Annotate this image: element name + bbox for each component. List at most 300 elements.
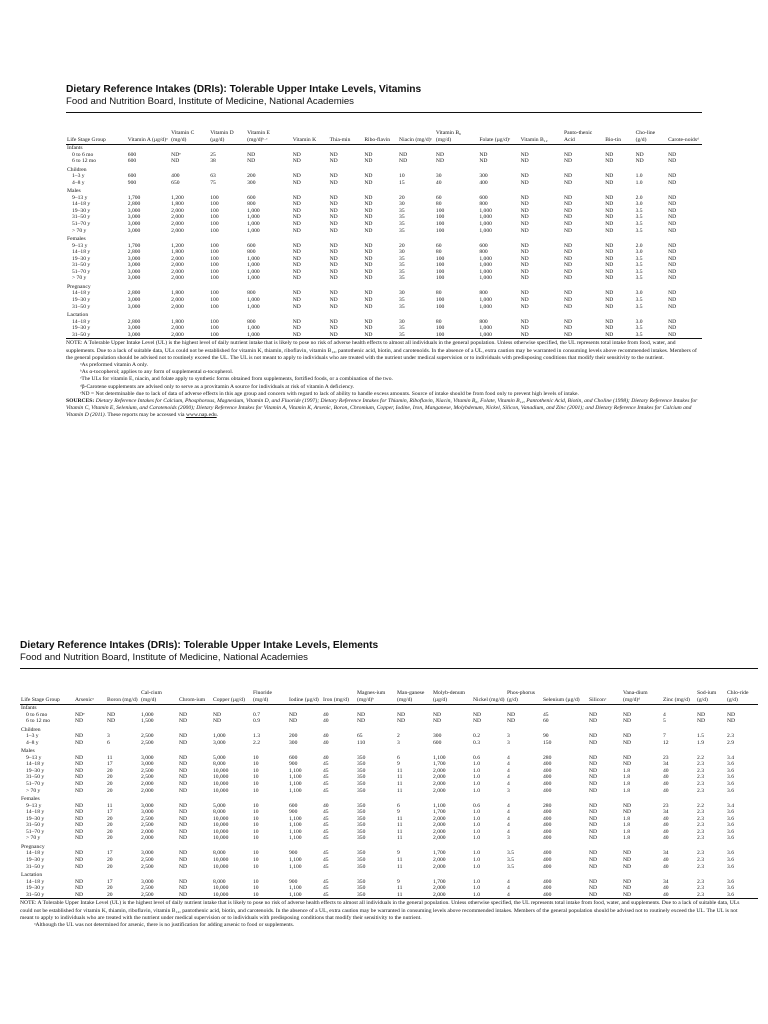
value-cell: 1,100	[289, 787, 302, 794]
value-cell: ND	[623, 891, 632, 898]
value-cell: 3,000	[127, 275, 141, 282]
value-cell: 800	[479, 318, 488, 325]
group-label: Infants	[21, 705, 37, 711]
value-cell: ND	[520, 227, 529, 234]
age-label: 31–50 y	[26, 891, 45, 898]
value-cell: ND	[507, 718, 516, 725]
value-cell: 40	[663, 774, 669, 781]
value-cell: 2.3	[697, 774, 704, 781]
vitamins-column-header: Ribo-flavin	[364, 136, 391, 143]
value-cell: ND	[247, 158, 256, 165]
elements-table-section	[20, 640, 748, 929]
value-cell: 3.0	[635, 318, 643, 325]
age-label: 9–13 y	[72, 194, 88, 201]
value-cell: 0.3	[473, 739, 480, 746]
elements-column-header: Copper (µg/d)	[213, 696, 245, 703]
value-cell: 0.6	[473, 802, 480, 809]
value-cell: 800	[247, 249, 256, 256]
value-cell: ND	[605, 158, 614, 165]
value-cell: 100	[435, 268, 445, 275]
value-cell: ND	[668, 290, 677, 297]
value-cell: 3.5	[635, 325, 643, 332]
value-cell: ND	[520, 214, 529, 221]
value-cell: ND	[520, 249, 529, 256]
value-cell: 2.3	[697, 835, 704, 842]
value-cell: 1,000	[141, 711, 154, 718]
value-cell: ND	[507, 711, 516, 718]
value-cell: 34	[663, 809, 669, 816]
value-cell: 11	[397, 857, 403, 864]
value-cell: 17	[107, 850, 113, 857]
value-cell: 400	[171, 173, 180, 180]
vitamins-column-header: Thia-min	[329, 136, 351, 143]
value-cell: 35	[399, 275, 405, 282]
value-cell: 3.6	[727, 787, 734, 794]
value-cell: 400	[543, 787, 552, 794]
vitamins-column-header: Vitamin B₆ (mg/d)	[435, 130, 461, 143]
value-cell: ND	[329, 318, 338, 325]
value-cell: 34	[663, 761, 669, 768]
value-cell: 38	[210, 158, 216, 165]
value-cell: 10	[253, 863, 259, 870]
value-cell: ND	[520, 331, 529, 338]
value-cell: 34	[663, 878, 669, 885]
value-cell: 100	[435, 331, 445, 338]
value-cell: 2.0	[635, 194, 643, 201]
value-cell: 17	[107, 878, 113, 885]
group-label: Pregnancy	[21, 843, 45, 850]
value-cell: 3	[507, 733, 510, 740]
value-cell: ND	[605, 201, 614, 208]
value-cell: 9	[397, 809, 400, 816]
value-cell: 1,000	[247, 275, 260, 282]
value-cell: ND	[589, 781, 598, 788]
value-cell: 2.3	[697, 857, 704, 864]
vitamins-column-header: Cho-line (g/d)	[635, 130, 656, 143]
value-cell: ND	[563, 158, 573, 165]
value-cell: 100	[210, 201, 219, 208]
vitamins-group-row	[66, 310, 702, 319]
value-cell: 4	[507, 822, 510, 829]
value-cell: 0.9	[253, 718, 260, 725]
value-cell: 2,000	[171, 207, 184, 214]
value-cell: 600	[247, 242, 256, 249]
value-cell: 1.8	[623, 828, 630, 835]
vitamins-column-header: Niacin (mg/d)ᶜ	[399, 136, 432, 143]
value-cell: 3,000	[141, 802, 154, 809]
value-cell: ND	[292, 179, 301, 186]
value-cell: ND	[292, 262, 301, 269]
age-label: > 70 y	[26, 835, 41, 842]
value-cell: 2.2	[253, 739, 260, 746]
value-cell: ND	[292, 194, 301, 201]
value-cell: 1,000	[479, 268, 492, 275]
value-cell: ND	[179, 815, 188, 822]
value-cell: ND	[623, 733, 632, 740]
elements-group-row	[20, 794, 758, 803]
value-cell: 4	[507, 767, 510, 774]
value-cell: ND	[364, 303, 373, 310]
value-cell: ND	[292, 214, 301, 221]
value-cell: 100	[210, 268, 219, 275]
value-cell: 4	[507, 891, 510, 898]
value-cell: 3,000	[127, 227, 141, 234]
value-cell: 10,000	[213, 828, 229, 835]
value-cell: 1,000	[247, 268, 260, 275]
value-cell: 11	[397, 885, 403, 892]
value-cell: 100	[435, 275, 445, 282]
value-cell: 4	[663, 711, 666, 718]
value-cell: ND	[520, 290, 529, 297]
value-cell: 2,500	[141, 885, 154, 892]
value-cell: 1,200	[171, 242, 184, 249]
value-cell: 8,000	[213, 761, 226, 768]
value-cell: ND	[179, 761, 188, 768]
value-cell: 35	[399, 221, 405, 228]
value-cell: ND	[364, 262, 373, 269]
value-cell: ND	[605, 297, 614, 304]
vitamins-table	[66, 112, 702, 339]
value-cell: 3,000	[127, 214, 141, 221]
value-cell: ND	[329, 201, 338, 208]
value-cell: 100	[435, 255, 445, 262]
value-cell: ND	[563, 303, 573, 310]
value-cell: 2,000	[433, 822, 446, 829]
value-cell: 35	[399, 325, 405, 332]
value-cell: 3.6	[727, 815, 734, 822]
value-cell: 900	[127, 179, 137, 186]
value-cell: 1,100	[289, 857, 302, 864]
value-cell: 800	[479, 249, 488, 256]
value-cell: 1,000	[479, 262, 492, 269]
value-cell: ND	[179, 767, 188, 774]
value-cell: ND	[364, 325, 373, 332]
value-cell: 2,800	[127, 290, 141, 297]
age-label: 14–18 y	[26, 850, 45, 857]
value-cell: 2.3	[697, 828, 704, 835]
value-cell: 2,000	[171, 268, 184, 275]
value-cell: 600	[289, 754, 298, 761]
value-cell: 20	[107, 767, 113, 774]
value-cell: ND	[364, 331, 373, 338]
value-cell: 8,000	[213, 850, 226, 857]
value-cell: 2,000	[141, 835, 154, 842]
value-cell: ND	[329, 214, 338, 221]
vitamins-table-body	[66, 145, 702, 339]
vitamins-column-header: Bio-tin	[605, 136, 622, 143]
value-cell: 350	[357, 774, 366, 781]
value-cell: 2.9	[727, 739, 734, 746]
vitamins-column-header: Vitamin D (µg/d)	[210, 130, 234, 143]
value-cell: ND	[520, 151, 529, 158]
value-cell: 11	[107, 802, 113, 809]
vitamins-column-header: Life Stage Group	[67, 136, 106, 143]
value-cell: 400	[543, 857, 552, 864]
value-cell: ND	[520, 179, 529, 186]
value-cell: 600	[127, 151, 137, 158]
value-cell: 45	[323, 781, 329, 788]
value-cell: 40	[323, 754, 329, 761]
age-label: 51–70 y	[72, 268, 91, 275]
value-cell: ND	[623, 878, 632, 885]
value-cell: ND	[179, 802, 188, 809]
value-cell: 5,000	[213, 754, 226, 761]
group-label: Children	[67, 166, 87, 173]
vitamins-footnotes	[66, 362, 702, 398]
group-label: Lactation	[67, 312, 89, 319]
value-cell: 400	[543, 815, 552, 822]
value-cell: ND	[668, 255, 677, 262]
age-label: 0 to 6 mo	[26, 711, 48, 718]
value-cell: ND	[75, 767, 84, 774]
value-cell: 3,000	[141, 878, 154, 885]
value-cell: 3.5	[635, 297, 643, 304]
value-cell: ND	[563, 179, 573, 186]
value-cell: 3.5	[635, 255, 643, 262]
value-cell: 3.0	[635, 201, 643, 208]
value-cell: 2,000	[141, 828, 154, 835]
value-cell: 1,000	[479, 207, 492, 214]
value-cell: 45	[323, 857, 329, 864]
value-cell: 20	[107, 815, 113, 822]
value-cell: ND	[520, 221, 529, 228]
value-cell: 45	[323, 767, 329, 774]
elements-column-header: Life Stage Group	[21, 696, 60, 703]
value-cell: 10,000	[213, 781, 229, 788]
value-cell: 90	[543, 733, 549, 740]
value-cell: 20	[399, 242, 405, 249]
group-label: Males	[21, 748, 35, 755]
value-cell: 0.6	[473, 754, 480, 761]
elements-column-header: Arsenicᵃ	[75, 696, 94, 703]
value-cell: 3.5	[635, 262, 643, 269]
value-cell: 1,000	[213, 733, 226, 740]
value-cell: 10,000	[213, 774, 229, 781]
value-cell: ND	[605, 214, 614, 221]
value-cell: 100	[210, 221, 219, 228]
value-cell: 60	[435, 242, 442, 249]
value-cell: 11	[397, 787, 403, 794]
age-label: 31–50 y	[72, 331, 91, 338]
value-cell: ND	[75, 885, 84, 892]
value-cell: 1,700	[127, 194, 141, 201]
value-cell: ND	[289, 718, 298, 725]
vitamins-table-section	[66, 84, 702, 420]
value-cell: 45	[323, 878, 329, 885]
value-cell: 6	[397, 754, 400, 761]
value-cell: ND	[364, 158, 373, 165]
value-cell: 10,000	[213, 822, 229, 829]
value-cell: ND	[399, 151, 408, 158]
value-cell: 100	[210, 318, 219, 325]
value-cell: 10	[253, 774, 259, 781]
value-cell: 600	[289, 802, 298, 809]
value-cell: 1.0	[473, 787, 480, 794]
value-cell: 1,100	[289, 828, 302, 835]
vitamins-column-header: Vitamin B₁₂	[520, 136, 548, 143]
value-cell: ND	[520, 275, 529, 282]
value-cell: ND	[364, 227, 373, 234]
value-cell: 350	[357, 878, 366, 885]
value-cell: ND	[605, 275, 614, 282]
value-cell: 35	[399, 331, 405, 338]
value-cell: 2,000	[433, 767, 446, 774]
footnote: ᵃAlthough the UL was not determined for arsenic, there is no justification for adding arsenic to food or supplements.	[34, 921, 295, 928]
age-label: 14–18 y	[72, 290, 91, 297]
age-label: 31–50 y	[26, 863, 45, 870]
value-cell: 10	[253, 835, 259, 842]
value-cell: 100	[210, 255, 219, 262]
group-label: Children	[21, 726, 41, 733]
value-cell: 4	[507, 878, 510, 885]
value-cell: 100	[210, 297, 219, 304]
value-cell: 35	[399, 297, 405, 304]
value-cell: 45	[323, 891, 329, 898]
value-cell: 45	[323, 787, 329, 794]
value-cell: 10,000	[213, 815, 229, 822]
value-cell: 35	[399, 268, 405, 275]
value-cell: 1,000	[479, 255, 492, 262]
value-cell: ND	[668, 249, 677, 256]
value-cell: 3.5	[635, 268, 643, 275]
value-cell: 2,000	[141, 787, 154, 794]
nap-link[interactable]: www.nap.edu	[185, 412, 217, 419]
elements-notes	[20, 900, 748, 929]
value-cell: 300	[289, 739, 298, 746]
value-cell: 3	[507, 739, 510, 746]
elements-column-header: Chlo-ride (g/d)	[727, 690, 749, 703]
value-cell: ND	[473, 711, 482, 718]
value-cell: ND	[668, 158, 677, 165]
value-cell: 10	[253, 822, 259, 829]
value-cell: 1.0	[473, 767, 480, 774]
value-cell: ND	[589, 857, 598, 864]
age-label: 19–30 y	[72, 255, 91, 262]
value-cell: 100	[210, 227, 219, 234]
value-cell: 1.0	[473, 809, 480, 816]
value-cell: 1.0	[473, 774, 480, 781]
value-cell: 400	[543, 822, 552, 829]
value-cell: 6	[397, 802, 400, 809]
value-cell: 350	[357, 767, 366, 774]
group-label: Females	[67, 236, 86, 243]
age-label: 19–30 y	[72, 325, 91, 332]
value-cell: ND	[563, 242, 573, 249]
value-cell: ND	[589, 815, 598, 822]
elements-group-row	[20, 725, 758, 734]
value-cell: 2,000	[171, 303, 184, 310]
value-cell: 10	[253, 767, 259, 774]
value-cell: ND	[329, 194, 338, 201]
value-cell: ND	[179, 863, 188, 870]
value-cell: 400	[543, 781, 552, 788]
value-cell: 1.0	[473, 850, 480, 857]
value-cell: 400	[543, 828, 552, 835]
vitamins-sources	[66, 398, 702, 420]
value-cell: 20	[107, 885, 113, 892]
value-cell: ND	[605, 194, 614, 201]
value-cell: ND	[329, 297, 338, 304]
value-cell: 3,000	[141, 754, 154, 761]
value-cell: 350	[357, 802, 366, 809]
age-label: 31–50 y	[26, 774, 45, 781]
value-cell: ND	[520, 201, 529, 208]
value-cell: ND	[520, 303, 529, 310]
elements-column-header: Phos-phorus (g/d)	[507, 690, 535, 703]
value-cell: ND	[563, 214, 573, 221]
value-cell: ND	[75, 822, 84, 829]
value-cell: 350	[357, 863, 366, 870]
value-cell: ND	[433, 718, 442, 725]
value-cell: ND	[520, 158, 529, 165]
value-cell: 1,000	[479, 221, 492, 228]
vitamins-group-row	[66, 282, 702, 291]
value-cell: ND	[364, 268, 373, 275]
value-cell: ND	[479, 151, 488, 158]
value-cell: 1,100	[433, 754, 446, 761]
vitamins-column-header: Panto-thenic Acid	[563, 130, 593, 143]
value-cell: 3.0	[635, 249, 643, 256]
value-cell: 1,100	[289, 863, 302, 870]
value-cell: ND	[668, 318, 677, 325]
vitamins-column-header: Vitamin A (µg/d)ᵃ	[127, 136, 168, 143]
sources-label: SOURCES:	[66, 397, 95, 404]
value-cell: ND	[171, 158, 180, 165]
value-cell: 12	[663, 739, 669, 746]
value-cell: 40	[663, 835, 669, 842]
value-cell: 350	[357, 891, 366, 898]
value-cell: 11	[397, 828, 403, 835]
value-cell: 60	[543, 718, 549, 725]
value-cell: 1.8	[623, 835, 630, 842]
value-cell: 7	[663, 733, 666, 740]
vitamins-note: NOTE: A Tolerable Upper Intake Level (UL) is the highest level of daily nutrient intake that is likely to pose no risk of adverse health effects to almost all individuals in the general population. Unless otherwise specified, the UL represents total intake from food, water, and supplements. Due to a lack of suitable data, ULs could not be established for vitamin K, thiamin, riboflavin, vitamin B₁₂, pantothenic acid, biotin, and carotenoids. In the absence of a UL, extra caution may be warranted in consuming levels above recommended intakes. Members of the general population should be advised not to routinely exceed the UL. The UL is not meant to apply to individuals who are treated with the nutrient under medical supervision or to individuals with predisposing conditions that modify their sensitivity to the nutrient.	[66, 340, 697, 361]
value-cell: 2.3	[697, 891, 704, 898]
vitamins-column-header: Vitamin K	[292, 136, 317, 143]
value-cell: 10	[253, 761, 259, 768]
value-cell: 10	[253, 809, 259, 816]
value-cell: 45	[323, 863, 329, 870]
value-cell: 3.5	[507, 857, 514, 864]
value-cell: ND	[292, 249, 301, 256]
value-cell: ND	[107, 718, 116, 725]
value-cell: ND	[605, 303, 614, 310]
value-cell: 0.7	[253, 711, 260, 718]
value-cell: ND	[292, 221, 301, 228]
value-cell: ND	[668, 325, 677, 332]
value-cell: 65	[357, 733, 363, 740]
vitamins-group-row	[66, 234, 702, 243]
value-cell: 11	[397, 774, 403, 781]
value-cell: 200	[289, 733, 298, 740]
value-cell: 2.3	[697, 761, 704, 768]
value-cell: ND	[623, 863, 632, 870]
value-cell: ND	[623, 739, 632, 746]
value-cell: 1,100	[289, 891, 302, 898]
value-cell: 40	[663, 885, 669, 892]
age-label: 31–50 y	[72, 214, 91, 221]
value-cell: ND	[292, 331, 301, 338]
value-cell: ND	[433, 711, 442, 718]
value-cell: 10	[253, 802, 259, 809]
group-label: Males	[67, 188, 81, 195]
value-cell: 10	[253, 754, 259, 761]
value-cell: 400	[543, 878, 552, 885]
value-cell: 1.8	[623, 815, 630, 822]
value-cell: ND	[329, 275, 338, 282]
elements-column-header: Cal-cium (mg/d)	[141, 690, 162, 703]
value-cell: ND	[292, 173, 301, 180]
